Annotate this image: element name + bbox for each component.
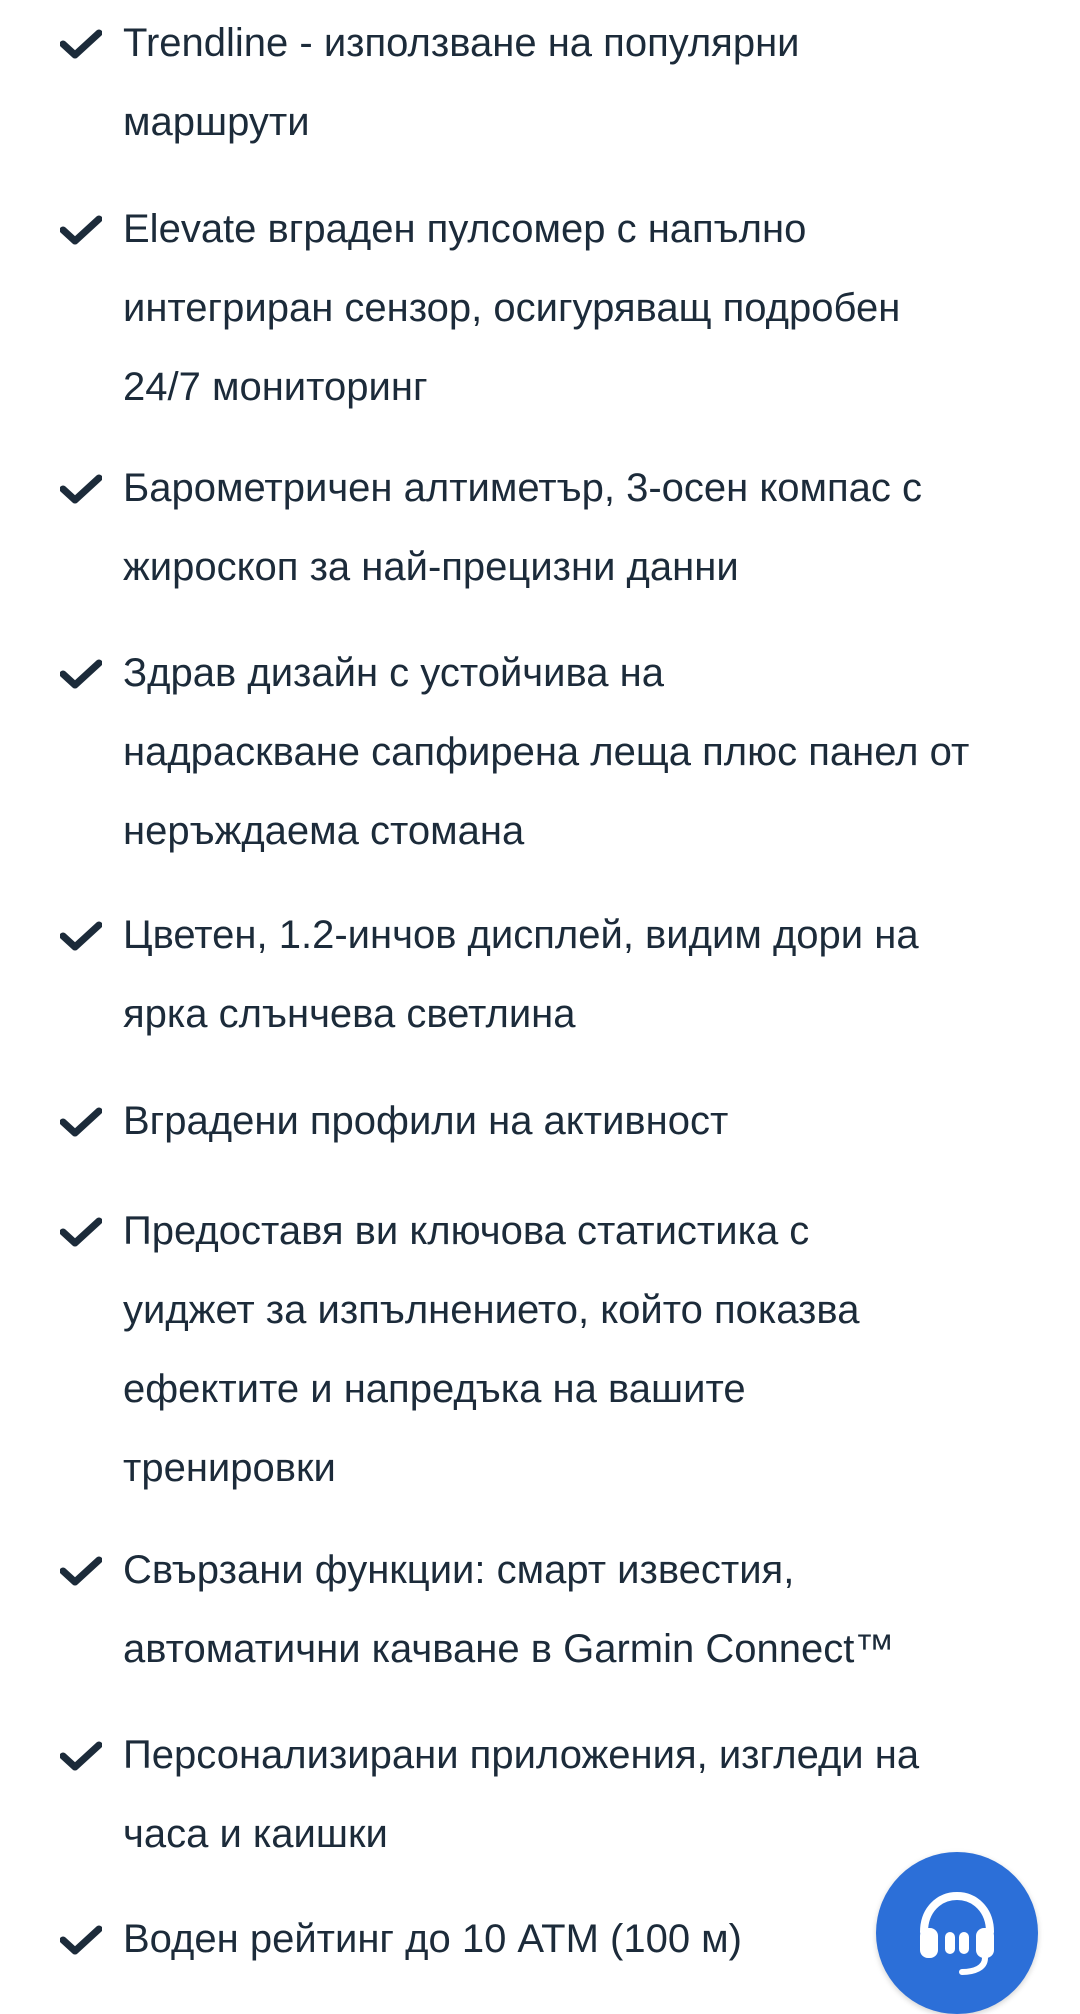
- feature-text: Здрав дизайн с устойчива на надраскване сапфирена леща плюс панел от неръждаема стомана: [123, 651, 970, 853]
- feature-text: Вградени профили на активност: [123, 1099, 729, 1143]
- feature-text: Воден рейтинг до 10 ATM (100 м): [123, 1917, 743, 1961]
- check-icon: [60, 215, 102, 245]
- check-icon: [60, 1925, 102, 1955]
- check-icon: [60, 1217, 102, 1247]
- check-icon: [60, 474, 102, 504]
- feature-text: Elevate вграден пулсомер с напълно интегриран сензор, осигуряващ подробен 24/7 мониторинг: [123, 207, 901, 409]
- check-icon: [60, 1107, 102, 1137]
- feature-text: Персонализирани приложения, изгледи на часа и каишки: [123, 1733, 920, 1856]
- support-chat-button[interactable]: [876, 1852, 1038, 2014]
- check-icon: [60, 921, 102, 951]
- check-icon: [60, 1741, 102, 1771]
- feature-text: Барометричен алтиметър, 3-осен компас с жироскоп за най-прецизни данни: [123, 466, 923, 589]
- feature-text: Свързани функции: смарт известия, автоматични качване в Garmin Connect™: [123, 1548, 895, 1671]
- feature-text: Trendline - използване на популярни маршрути: [123, 21, 800, 144]
- feature-text: Цветен, 1.2-инчов дисплей, видим дори на ярка слънчева светлина: [123, 913, 919, 1036]
- feature-text: Предоставя ви ключова статистика с уиджет за изпълнението, който показва ефектите и напредъка на вашите тренировки: [123, 1209, 860, 1490]
- check-icon: [60, 659, 102, 689]
- check-icon: [60, 29, 102, 59]
- check-icon: [60, 1556, 102, 1586]
